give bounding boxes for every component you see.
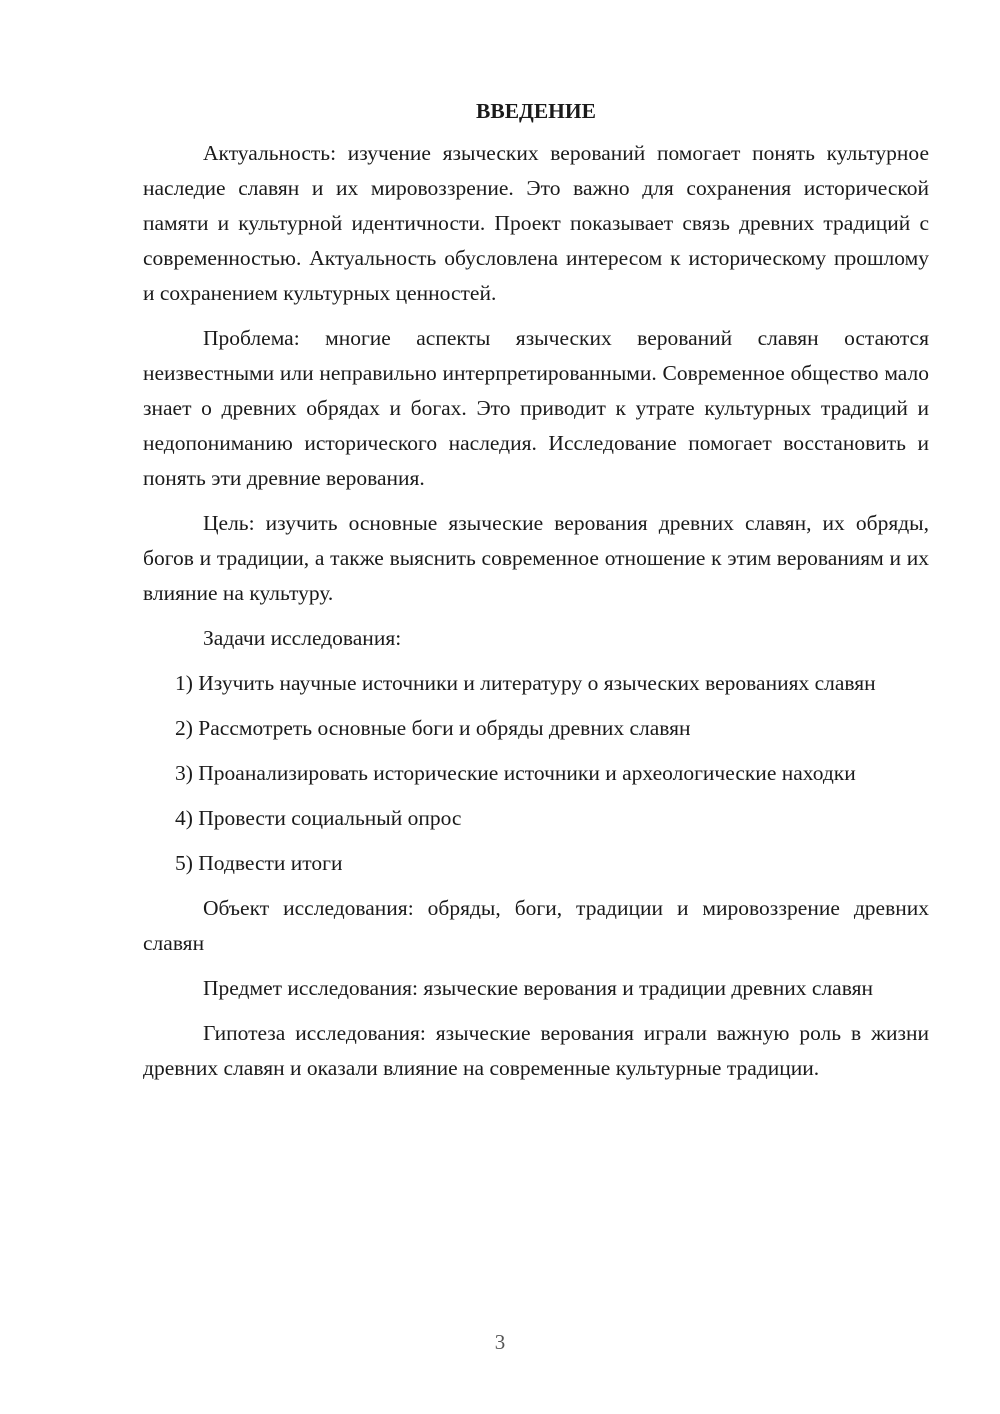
page-number: 3 bbox=[494, 1330, 506, 1354]
tasks-title: Задачи исследования: bbox=[203, 626, 402, 650]
paragraph-relevance: Актуальность: изучение языческих верований помогает понять культурное наследие славян и их мировоззрение. Это важно для сохранения исторической памяти и культурной идентичности. Проект показывает связь древних традиций с современностью. Актуальность обусловлена интересом к историческому прошлому и сохранением культурных ценностей. bbox=[143, 141, 929, 305]
task-item-5: 5) Подвести итоги bbox=[175, 851, 343, 875]
document-page bbox=[143, 96, 929, 1096]
paragraph-hypothesis: Гипотеза исследования: языческие верования играли важную роль в жизни древних славян и оказали влияние на современные культурные традиции. bbox=[143, 1021, 929, 1080]
task-item-1: 1) Изучить научные источники и литературу о языческих верованиях славян bbox=[175, 671, 876, 695]
paragraph-problem: Проблема: многие аспекты языческих верований славян остаются неизвестными или неправильно интерпретированными. Современное общество мало знает о древних обрядах и богах. Это приводит к утрате культурных традиций и недопониманию исторического наследия. Исследование помогает восстановить и понять эти древние верования. bbox=[143, 326, 929, 490]
task-item-2: 2) Рассмотреть основные боги и обряды древних славян bbox=[175, 716, 691, 740]
section-heading: ВВЕДЕНИЕ bbox=[476, 99, 596, 123]
paragraph-object: Объект исследования: обряды, боги, традиции и мировоззрение древних славян bbox=[143, 896, 929, 955]
paragraph-goal: Цель: изучить основные языческие верования древних славян, их обряды, богов и традиции, а также выяснить современное отношение к этим верованиям и их влияние на культуру. bbox=[143, 511, 929, 605]
task-item-4: 4) Провести социальный опрос bbox=[175, 806, 462, 830]
task-item-3: 3) Проанализировать исторические источники и археологические находки bbox=[175, 761, 856, 785]
paragraph-subject: Предмет исследования: языческие верования и традиции древних славян bbox=[203, 976, 873, 1000]
